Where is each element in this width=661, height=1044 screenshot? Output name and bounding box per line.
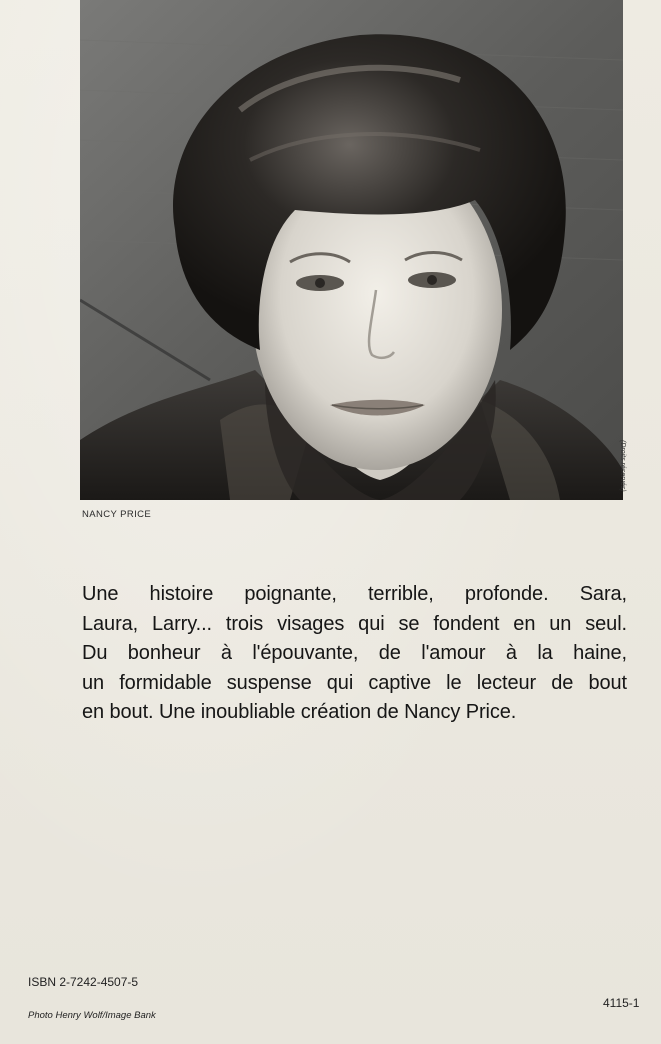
blurb-line: Du bonheur à l'épouvante, de l'amour à la haine, (82, 642, 627, 664)
blurb-line: un formidable suspense qui captive le lecteur de bout (82, 671, 627, 694)
book-blurb (82, 580, 627, 728)
catalog-code: 4115-1 (603, 996, 640, 1010)
blurb-line: Une histoire poignante, terrible, profonde. Sara, (82, 583, 627, 605)
author-name-caption: NANCY PRICE (82, 509, 152, 520)
portrait-photo-icon (80, 0, 623, 500)
isbn-number: ISBN 2-7242-4507-5 (28, 975, 139, 989)
blurb-line: Laura, Larry... trois visages qui se fondent en un seul. (82, 612, 627, 635)
blurb-line: en bout. Une inoubliable création de Nancy Price. (82, 701, 517, 723)
photo-credit: Photo Henry Wolf/Image Bank (28, 1010, 156, 1021)
rights-reserved-note: (Droits réservés) (619, 440, 626, 492)
author-portrait-photo (80, 0, 623, 500)
